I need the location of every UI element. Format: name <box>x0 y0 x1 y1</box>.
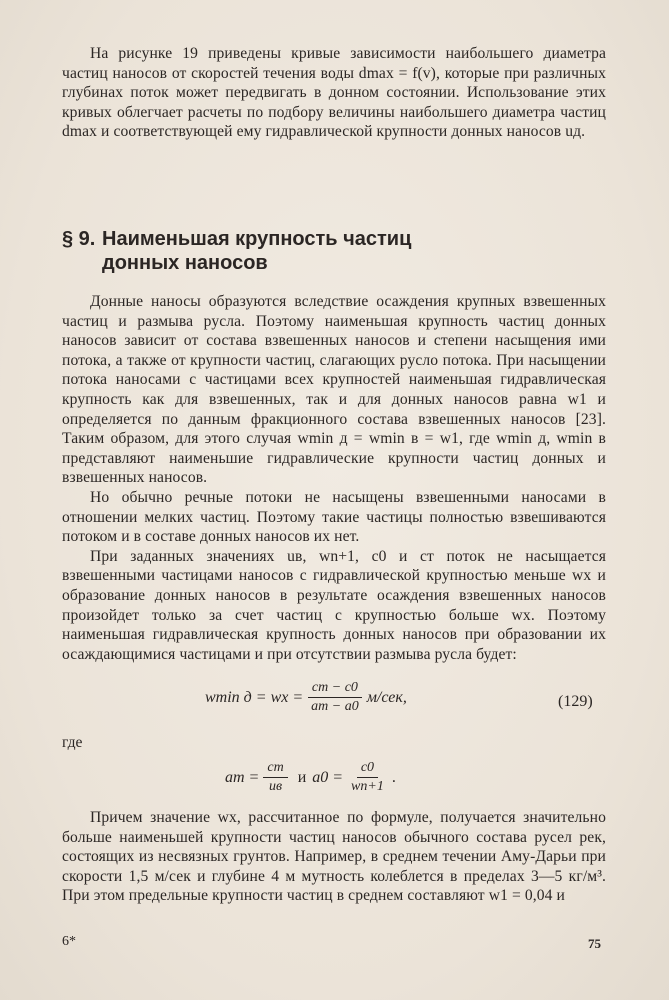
body-text <box>62 292 606 664</box>
equation-number: (129) <box>558 693 593 710</box>
formula-coefficients <box>225 760 396 795</box>
formula-129 <box>205 680 407 715</box>
signature-mark: 6* <box>62 934 76 949</box>
section-title-line1: Наименьшая крупность частиц <box>102 228 412 250</box>
a0-lhs: a0 = <box>312 768 344 786</box>
paragraph-3: Но обычно речные потоки не насыщены взвешенными наносами в отношении мелких частиц. Поэтому такие частицы полностью взвешиваются потоком и в составе донных наносов их нет. <box>62 488 606 546</box>
paragraph-1 <box>62 44 606 142</box>
paragraph-5-block <box>62 808 606 906</box>
a-t-denominator: uв <box>268 779 283 794</box>
paragraph-2: Донные наносы образуются вследствие осаждения крупных взвешенных частиц и размыва русла. Поэтому наименьшая крупность частиц донных наносов зависит от состава взвешенных наносов и степени насыщения ими потока, а также от крупности частиц, слагающих русло потока. При насыщении потока наносами с частицами всех крупностей наименьшая гидравлическая крупность как для взвешенных, так и для донных наносов равна w1 и определяется по данным фракционного состава взвешенных наносов [23]. Таким образом, для этого случая wmin д = wmin в = w1, где wmin д, wmin в представляют наименьшие гидравлические крупности частиц донных и взвешенных наносов. <box>62 293 606 487</box>
a-t-lhs: aт = <box>225 768 260 786</box>
section-heading <box>62 227 602 275</box>
paragraph-5: Причем значение wx, рассчитанное по формуле, получается значительно больше наименьшей крупности частиц наносов обычного состава русел рек, состоящих из несвязных грунтов. Например, в среднем течении Аму-Дарьи при скорости 1,5 м/сек и глубине 4 м мутность колеблется в пределах 3—5 кг/м³. При этом предельные крупности частиц в среднем составляют w1 = 0,04 и <box>62 809 606 905</box>
where-label: где <box>62 734 83 751</box>
formula-129-denominator: aт − a0 <box>311 699 359 714</box>
formula-129-numerator: cт − c0 <box>308 680 362 698</box>
paragraph-4: При заданных значениях uв, wn+1, c0 и cт поток не насыщается взвешенными частицами наносов с гидравлической крупностью меньше wx и образование донных наносов в результате осаждения взвешенных наносов произойдет только за счет частиц с крупностью больше wx. Поэтому наименьшая гидравлическая крупность донных наносов при образовании их осаждающимися частицами и при отсутствии размыва русла будет: <box>62 547 606 663</box>
formula-129-lhs: wmin д = wx = <box>205 688 304 706</box>
paragraph-1-text: На рисунке 19 приведены кривые зависимости наибольшего диаметра частиц наносов от скоростей течения воды dmax = f(v), которые при различных глубинах поток может передвигать в донном состоянии. Использование этих кривых облегчает расчеты по подбору величины наибольшего диаметра частиц dmax и соответствующей ему гидравлической крупности донных наносов uд. <box>62 45 606 141</box>
a0-fraction <box>347 760 388 795</box>
a-t-numerator: cт <box>263 760 287 778</box>
a-t-fraction <box>263 760 287 795</box>
a0-numerator: c0 <box>357 760 378 778</box>
a0-denominator: wn+1 <box>351 779 384 794</box>
formula-end: . <box>391 768 396 786</box>
formula-129-fraction <box>307 680 363 715</box>
conjunction: и <box>297 768 307 786</box>
formula-129-units: м/сек, <box>366 688 407 706</box>
section-number: § 9. <box>62 228 96 250</box>
page-number: 75 <box>588 936 601 951</box>
section-title-line2: донных наносов <box>102 252 268 274</box>
